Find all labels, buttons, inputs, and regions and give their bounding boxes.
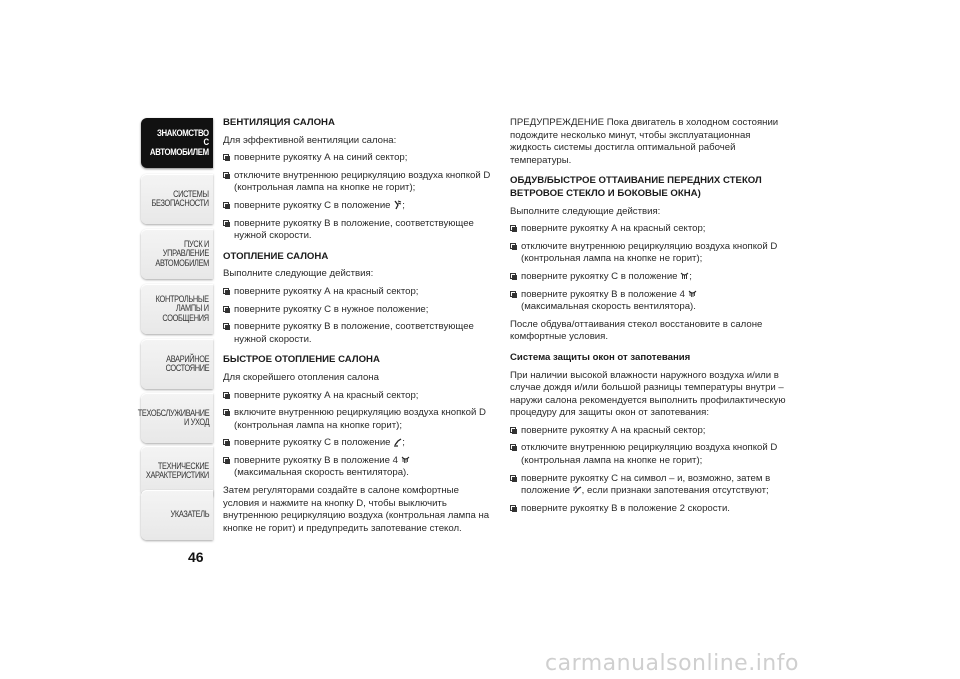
checkbox-bullet-icon bbox=[223, 409, 229, 415]
tab-sistemy-bezopasnosti[interactable]: СИСТЕМЫ БЕЗОПАСНОСТИ bbox=[141, 174, 213, 224]
checkbox-bullet-icon bbox=[510, 427, 516, 433]
tab-tehnicheskie[interactable]: ТЕХНИЧЕСКИЕ ХАРАКТЕРИСТИКИ bbox=[141, 446, 213, 496]
checkbox-bullet-icon bbox=[223, 392, 229, 398]
section-title-fast-heating: БЫСТРОЕ ОТОПЛЕНИЕ САЛОНА bbox=[223, 354, 380, 366]
left-column bbox=[223, 117, 495, 535]
tab-pusk-upravlenie[interactable]: ПУСК И УПРАВЛЕНИЕ АВТОМОБИЛЕМ bbox=[141, 229, 213, 279]
list-item: включите внутреннюю рециркуляцию воздуха кнопкой D (контрольная лампа на кнопке горит); bbox=[223, 407, 495, 432]
list-item: поверните рукоятку В в положение 4 (максимальная скорость вентилятора). bbox=[223, 455, 495, 480]
feet-vent-icon bbox=[393, 437, 402, 447]
paragraph: Для скорейшего отопления салона bbox=[223, 371, 379, 383]
list-item: поверните рукоятку А на красный сектор; bbox=[223, 390, 495, 403]
fan-max-icon bbox=[401, 455, 410, 465]
list-item: поверните рукоятку В в положение, соответствующее нужной скорости. bbox=[223, 321, 495, 346]
tab-kontrolnye-lampy[interactable]: КОНТРОЛЬНЫЕ ЛАМПЫ И СООБЩЕНИЯ bbox=[141, 284, 213, 334]
windshield-defrost-icon bbox=[680, 271, 689, 281]
checkbox-bullet-icon bbox=[223, 288, 229, 294]
face-vent-icon bbox=[393, 200, 402, 210]
paragraph: Выполните следующие действия: bbox=[223, 268, 374, 280]
paragraph: После обдува/оттаивания стекол восстановите в салоне комфортные условия. bbox=[510, 318, 763, 343]
watermark: carmanualsonline.info bbox=[545, 651, 799, 676]
checkbox-bullet-icon bbox=[510, 243, 516, 249]
list-item: поверните рукоятку А на синий сектор; bbox=[223, 152, 495, 165]
list-item: поверните рукоятку С в нужное положение; bbox=[223, 304, 495, 317]
list-item: поверните рукоятку С в положение ; bbox=[510, 271, 790, 284]
checkbox-bullet-icon bbox=[223, 439, 229, 445]
checkbox-bullet-icon bbox=[510, 273, 516, 279]
section-title-ventilation: ВЕНТИЛЯЦИЯ САЛОНА bbox=[223, 117, 335, 128]
feet-defrost-icon bbox=[573, 485, 582, 495]
list-item: поверните рукоятку С в положение ; bbox=[223, 200, 495, 213]
list-item: отключите внутреннюю рециркуляцию воздуха кнопкой D (контрольная лампа на кнопке не горит); bbox=[510, 442, 790, 467]
list-item: поверните рукоятку В в положение 4 (максимальная скорость вентилятора). bbox=[510, 289, 790, 314]
checkbox-bullet-icon bbox=[510, 505, 516, 511]
page-number: 46 bbox=[188, 549, 204, 565]
checkbox-bullet-icon bbox=[223, 306, 229, 312]
section-title-anti-fog: Система защиты окон от запотевания bbox=[510, 351, 691, 363]
checkbox-bullet-icon bbox=[223, 202, 229, 208]
checkbox-bullet-icon bbox=[223, 323, 229, 329]
tab-znakomstvo[interactable]: ЗНАКОМСТВО С АВТОМОБИЛЕМ bbox=[141, 118, 213, 168]
list-item: отключите внутреннюю рециркуляцию воздуха кнопкой D (контрольная лампа на кнопке не горит); bbox=[510, 241, 790, 266]
paragraph: При наличии высокой влажности наружного воздуха и/или в случае дождя и/или большой разницы температуры внутри – наружи салона рекомендуется выполнить профилактическую процедуру для защиты окон от запотевания: bbox=[510, 369, 786, 419]
checkbox-bullet-icon bbox=[223, 154, 229, 160]
list-item: поверните рукоятку С на символ – и, возможно, затем в положение , если признаки запотевания отсутствуют; bbox=[510, 473, 790, 498]
section-title-defog: ОБДУВ/БЫСТРОЕ ОТТАИВАНИЕ ПЕРЕДНИХ СТЕКОЛ ВЕТРОВОЕ СТЕКЛО И БОКОВЫЕ ОКНА) bbox=[510, 175, 762, 199]
section-title-heating: ОТОПЛЕНИЕ САЛОНА bbox=[223, 250, 329, 262]
checkbox-bullet-icon bbox=[223, 220, 229, 226]
checkbox-bullet-icon bbox=[223, 457, 229, 463]
checkbox-bullet-icon bbox=[510, 475, 516, 481]
checkbox-bullet-icon bbox=[510, 291, 516, 297]
list-item: поверните рукоятку В в положение 2 скорости. bbox=[510, 503, 790, 516]
tab-avariynoe[interactable]: АВАРИЙНОЕ СОСТОЯНИЕ bbox=[141, 339, 213, 389]
list-item: поверните рукоятку А на красный сектор; bbox=[223, 286, 495, 299]
right-column bbox=[510, 117, 790, 515]
warning-paragraph: ПРЕДУПРЕЖДЕНИЕ Пока двигатель в холодном состоянии подождите несколько минут, чтобы эксплуатационная жидкость системы достигла оптимальной рабочей температуры. bbox=[510, 117, 779, 166]
list-item: отключите внутреннюю рециркуляцию воздуха кнопкой D (контрольная лампа на кнопке не горит); bbox=[223, 170, 495, 195]
paragraph: Выполните следующие действия: bbox=[510, 205, 661, 217]
list-item: поверните рукоятку В в положение, соответствующее нужной скорости. bbox=[223, 218, 495, 243]
paragraph: Для эффективной вентиляции салона: bbox=[223, 134, 397, 146]
checkbox-bullet-icon bbox=[510, 225, 516, 231]
fan-max-icon bbox=[688, 289, 697, 299]
paragraph: Затем регуляторами создайте в салоне комфортные условия и нажмите на кнопку D, чтобы выключить внутреннюю рециркуляцию воздуха (контрольная лампа на кнопке не горит) и предупредить запотевание стекол. bbox=[223, 485, 490, 534]
checkbox-bullet-icon bbox=[223, 172, 229, 178]
list-item: поверните рукоятку С в положение ; bbox=[223, 437, 495, 450]
list-item: поверните рукоятку А на красный сектор; bbox=[510, 425, 790, 438]
checkbox-bullet-icon bbox=[510, 444, 516, 450]
tab-ukazatel[interactable]: УКАЗАТЕЛЬ bbox=[141, 490, 213, 540]
list-item: поверните рукоятку А на красный сектор; bbox=[510, 223, 790, 236]
tab-tehobsluzhivanie[interactable]: ТЕХОБСЛУЖИВАНИЕ И УХОД bbox=[141, 393, 213, 443]
